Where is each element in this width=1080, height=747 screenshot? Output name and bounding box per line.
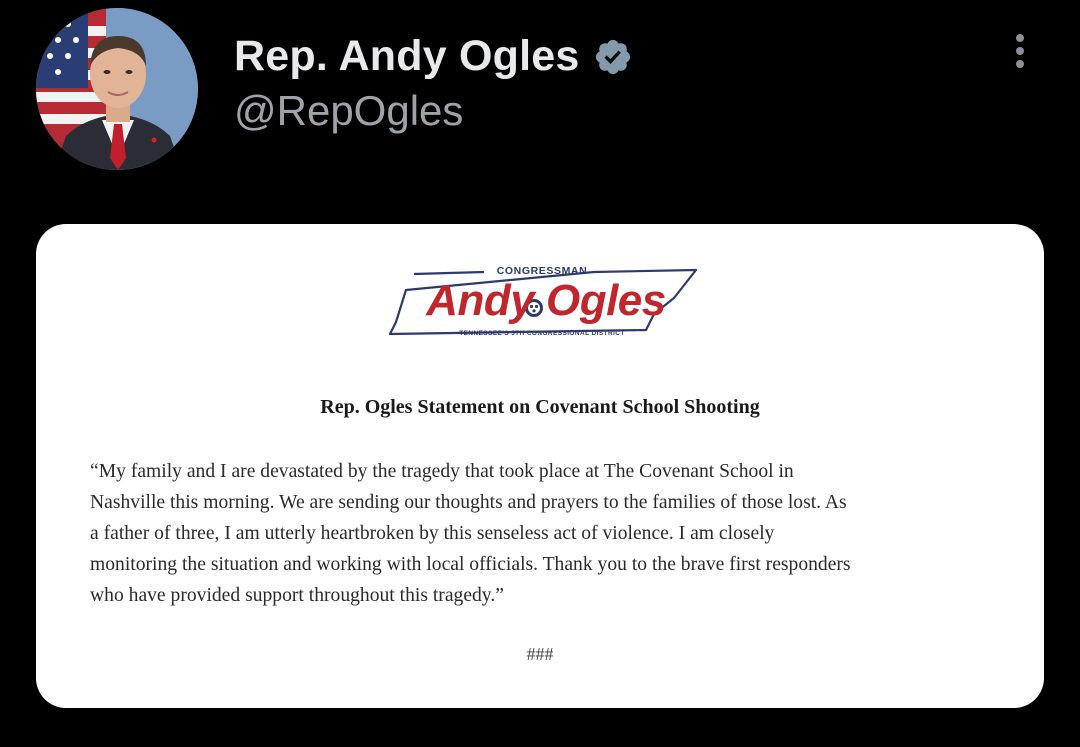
more-vertical-icon[interactable] bbox=[1006, 34, 1034, 74]
avatar-photo bbox=[36, 8, 198, 170]
congressman-logo bbox=[384, 264, 700, 346]
author-handle[interactable]: @RepOgles bbox=[234, 87, 464, 134]
logo-main-text: Andy Ogles bbox=[426, 276, 666, 325]
author-name-row bbox=[234, 30, 633, 82]
more-dot bbox=[1016, 60, 1024, 68]
author-display-name[interactable]: Rep. Andy Ogles bbox=[234, 32, 580, 80]
statement-end-mark: ### bbox=[526, 644, 554, 664]
statement-title: Rep. Ogles Statement on Covenant School Shooting bbox=[320, 396, 760, 418]
tweet-media-image[interactable] bbox=[36, 224, 1044, 708]
logo-sub-text: TENNESSEE'S 5TH CONGRESSIONAL DISTRICT bbox=[459, 330, 625, 337]
logo-top-text: CONGRESSMAN bbox=[496, 265, 588, 277]
statement-body: “My family and I are devastated by the tragedy that took place at The Covenant School in Nashville this morning. We are sending our thoughts and prayers to the families of those lost. As a father of three, I am utterly heartbroken by this senseless act of violence. I am closely monitoring the situation and working with local officials. Thank you to the brave first responders who have provided support throughout this tragedy.” bbox=[90, 461, 851, 606]
verified-badge-icon[interactable] bbox=[593, 37, 633, 77]
author-avatar[interactable] bbox=[36, 8, 198, 170]
more-dot bbox=[1016, 47, 1024, 55]
more-dot bbox=[1016, 34, 1024, 42]
